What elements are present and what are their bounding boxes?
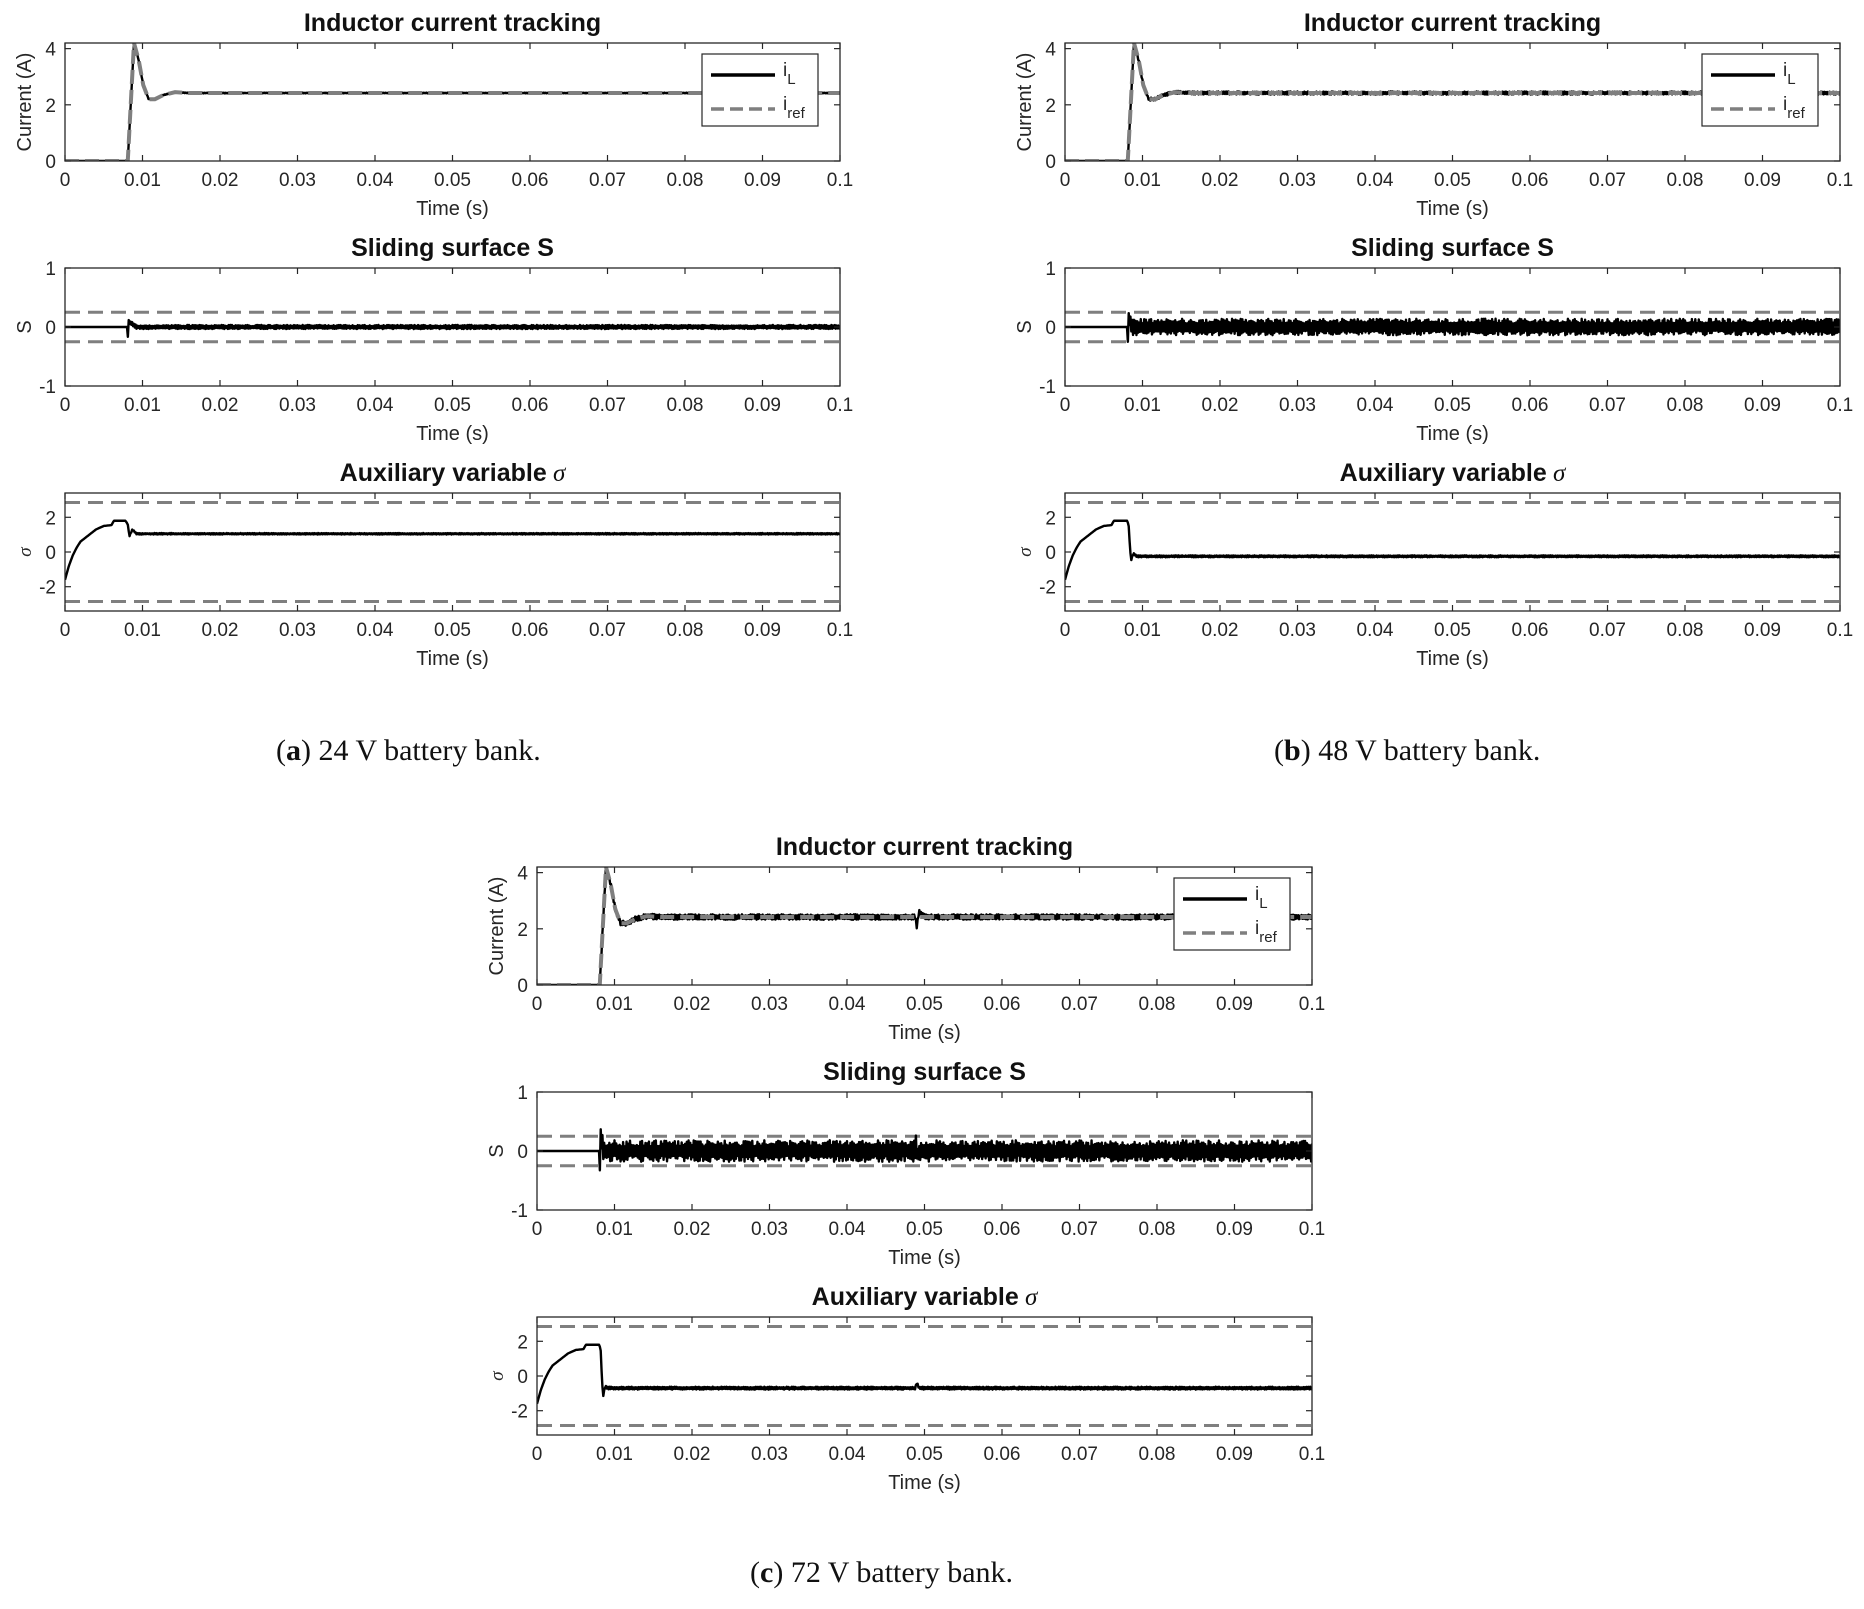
legend-label-main: i: [1783, 94, 1788, 115]
x-tick-label: 0.04: [1356, 395, 1394, 416]
chart-title: [823, 1058, 1026, 1086]
legend-label-main: i: [783, 94, 788, 115]
panel-b-current: [1014, 9, 1853, 220]
panel-b-surface: [1014, 234, 1853, 445]
chart-title-text: Sliding surface S: [823, 1058, 1026, 1086]
x-tick-label: 0.02: [673, 1444, 711, 1465]
x-tick-label: 0.07: [1589, 170, 1626, 191]
x-tick-label: 0.1: [826, 170, 854, 191]
panel-a-current: [14, 9, 853, 220]
y-tick-label: 0: [517, 976, 528, 997]
chart-title-text: Auxiliary variable: [1339, 459, 1547, 487]
x-tick-label: 0.07: [589, 395, 626, 416]
x-tick-label: 0.03: [751, 994, 788, 1015]
x-tick-label: 0.02: [673, 994, 711, 1015]
x-tick-label: 0.08: [666, 395, 704, 416]
chart-title-symbol: σ: [546, 460, 566, 487]
y-tick-label: 2: [1045, 95, 1056, 117]
chart-title-symbol: σ: [1018, 1284, 1038, 1311]
x-tick-label: 0.05: [1434, 620, 1471, 641]
x-axis-label: Time (s): [1416, 198, 1489, 220]
x-tick-label: 0.09: [1216, 1444, 1253, 1465]
caption-b-letter: b: [1284, 734, 1301, 767]
x-tick-label: 0.01: [596, 1219, 633, 1240]
x-tick-label: 0.1: [826, 395, 854, 416]
legend-label-sub: L: [787, 71, 796, 88]
x-tick-label: 0.01: [596, 1444, 633, 1465]
chart-title-symbol: σ: [1546, 460, 1566, 487]
y-axis-label: Current (A): [14, 52, 36, 152]
legend-label-main: i: [1783, 60, 1788, 81]
caption-c: (c) 72 V battery bank.: [750, 1556, 1014, 1589]
y-tick-label: 4: [45, 39, 56, 61]
caption-a: (a) 24 V battery bank.: [276, 734, 541, 767]
x-tick-label: 0.09: [1744, 620, 1781, 641]
y-tick-label: -2: [511, 1401, 528, 1423]
x-tick-label: 0.01: [1124, 170, 1161, 191]
legend-label-sub: ref: [1787, 105, 1805, 122]
x-tick-label: 0.08: [1138, 1219, 1176, 1240]
x-tick-label: 0.02: [201, 395, 239, 416]
legend-label-main: i: [1255, 918, 1260, 939]
x-tick-label: 0: [531, 1219, 543, 1240]
legend-label-sub: ref: [1259, 929, 1277, 946]
x-tick-label: 0.05: [1434, 395, 1471, 416]
chart-title-text: Auxiliary variable: [811, 1283, 1019, 1311]
x-tick-label: 0.01: [124, 620, 161, 641]
plot-area: [537, 1317, 1312, 1435]
x-tick-label: 0.1: [1826, 395, 1854, 416]
y-axis-label: S: [486, 1144, 508, 1158]
x-tick-label: 0.07: [1061, 1219, 1098, 1240]
x-tick-label: 0.09: [744, 395, 781, 416]
x-axis-label: Time (s): [888, 1022, 961, 1044]
x-tick-label: 0.03: [1279, 620, 1316, 641]
x-tick-label: 0.1: [1298, 1219, 1326, 1240]
caption-a-letter: a: [286, 734, 301, 767]
chart-title: [812, 1283, 1039, 1311]
x-tick-label: 0.05: [434, 170, 471, 191]
panel-a-sigma: [15, 459, 853, 670]
caption-c-letter: c: [760, 1556, 774, 1589]
x-axis-label: Time (s): [888, 1472, 961, 1494]
y-tick-label: 2: [517, 919, 528, 941]
x-tick-label: 0.04: [828, 1444, 866, 1465]
x-tick-label: 0.08: [666, 620, 704, 641]
y-tick-label: 2: [45, 508, 56, 530]
panel-c-current: [486, 833, 1325, 1044]
x-tick-label: 0.08: [1666, 170, 1704, 191]
x-tick-label: 0.03: [751, 1219, 788, 1240]
panel-a-surface: [14, 234, 853, 445]
x-tick-label: 0.08: [666, 170, 704, 191]
y-tick-label: 0: [1045, 318, 1056, 339]
y-axis-label: S: [14, 320, 36, 334]
x-tick-label: 0.04: [1356, 170, 1394, 191]
x-tick-label: 0.07: [1061, 1444, 1098, 1465]
y-tick-label: 0: [1045, 152, 1056, 173]
y-tick-label: 2: [517, 1332, 528, 1354]
x-tick-label: 0.06: [1511, 170, 1549, 191]
x-tick-label: 0.06: [983, 994, 1021, 1015]
x-tick-label: 0.02: [201, 620, 239, 641]
x-tick-label: 0.01: [124, 395, 161, 416]
chart-title: [340, 459, 567, 487]
x-tick-label: 0: [1059, 395, 1071, 416]
x-tick-label: 0.01: [1124, 395, 1161, 416]
chart-title: [304, 9, 601, 37]
panel-b-sigma: [1015, 459, 1853, 670]
legend: [702, 54, 818, 126]
caption-b: (b) 48 V battery bank.: [1274, 734, 1541, 767]
y-tick-label: 0: [517, 1367, 528, 1388]
x-tick-label: 0: [531, 1444, 543, 1465]
x-tick-label: 0.05: [1434, 170, 1471, 191]
x-axis-label: Time (s): [416, 648, 489, 670]
chart-title: [1340, 459, 1567, 487]
y-tick-label: -2: [39, 577, 56, 599]
y-tick-label: 0: [517, 1142, 528, 1163]
x-tick-label: 0.07: [1589, 395, 1626, 416]
legend: [1702, 54, 1818, 126]
x-tick-label: 0.02: [201, 170, 239, 191]
chart-title: [1351, 234, 1554, 262]
x-tick-label: 0.07: [1589, 620, 1626, 641]
y-tick-label: 2: [45, 95, 56, 117]
y-tick-label: 1: [1045, 259, 1056, 280]
y-axis-label: Current (A): [1014, 52, 1036, 152]
y-tick-label: 2: [1045, 508, 1056, 530]
caption-c-text: 72 V battery bank.: [783, 1556, 1014, 1589]
x-tick-label: 0.03: [279, 395, 316, 416]
chart-title-text: Inductor current tracking: [775, 833, 1074, 861]
x-tick-label: 0.06: [983, 1444, 1021, 1465]
x-tick-label: 0.03: [1279, 170, 1316, 191]
x-tick-label: 0.08: [1666, 620, 1704, 641]
x-tick-label: 0.09: [1744, 170, 1781, 191]
caption-a-text: 24 V battery bank.: [311, 734, 541, 767]
y-axis-label: σ: [487, 1371, 508, 1381]
legend-label-sub: L: [1259, 895, 1268, 912]
y-axis-label: σ: [15, 547, 36, 557]
x-tick-label: 0.1: [826, 620, 854, 641]
x-tick-label: 0.08: [1138, 1444, 1176, 1465]
y-tick-label: -1: [39, 377, 56, 398]
x-tick-label: 0.09: [1216, 1219, 1253, 1240]
x-axis-label: Time (s): [1416, 648, 1489, 670]
x-tick-label: 0.08: [1138, 994, 1176, 1015]
x-tick-label: 0.01: [596, 994, 633, 1015]
x-axis-label: Time (s): [416, 423, 489, 445]
chart-title-text: Auxiliary variable: [339, 459, 547, 487]
legend-label-main: i: [783, 60, 788, 81]
y-tick-label: -1: [511, 1201, 528, 1222]
chart-title: [1304, 9, 1601, 37]
x-tick-label: 0.02: [673, 1219, 711, 1240]
chart-title-text: Sliding surface S: [1351, 234, 1554, 262]
y-tick-label: 4: [1045, 39, 1056, 61]
y-tick-label: -1: [1039, 377, 1056, 398]
x-tick-label: 0.03: [751, 1444, 788, 1465]
legend-label-sub: ref: [787, 105, 805, 122]
x-tick-label: 0: [1059, 170, 1071, 191]
x-tick-label: 0.05: [434, 395, 471, 416]
y-tick-label: 0: [45, 318, 56, 339]
plot-area: [1065, 493, 1840, 611]
x-tick-label: 0.07: [589, 620, 626, 641]
x-tick-label: 0.04: [356, 395, 394, 416]
chart-title: [351, 234, 554, 262]
x-tick-label: 0.02: [1201, 170, 1239, 191]
x-tick-label: 0.04: [828, 994, 866, 1015]
x-tick-label: 0.08: [1666, 395, 1704, 416]
x-tick-label: 0.06: [511, 395, 549, 416]
y-tick-label: 4: [517, 863, 528, 885]
x-tick-label: 0.01: [124, 170, 161, 191]
plot-area: [65, 493, 840, 611]
y-tick-label: -2: [1039, 577, 1056, 599]
x-tick-label: 0: [531, 994, 543, 1015]
x-tick-label: 0: [59, 620, 71, 641]
x-tick-label: 0.05: [906, 1444, 943, 1465]
x-tick-label: 0.07: [1061, 994, 1098, 1015]
x-tick-label: 0.05: [434, 620, 471, 641]
y-tick-label: 0: [45, 543, 56, 564]
x-tick-label: 0.1: [1298, 1444, 1326, 1465]
x-tick-label: 0.02: [1201, 395, 1239, 416]
x-tick-label: 0.09: [1744, 395, 1781, 416]
x-tick-label: 0.09: [1216, 994, 1253, 1015]
x-tick-label: 0.09: [744, 620, 781, 641]
caption-b-text: 48 V battery bank.: [1310, 734, 1541, 767]
x-tick-label: 0.1: [1826, 170, 1854, 191]
x-tick-label: 0.03: [279, 170, 316, 191]
panel-c-surface: [486, 1058, 1325, 1269]
y-tick-label: 0: [45, 152, 56, 173]
x-tick-label: 0.04: [828, 1219, 866, 1240]
x-tick-label: 0.04: [356, 620, 394, 641]
x-tick-label: 0.06: [511, 620, 549, 641]
panel-c-sigma: [487, 1283, 1325, 1494]
x-axis-label: Time (s): [416, 198, 489, 220]
x-tick-label: 0.04: [356, 170, 394, 191]
x-tick-label: 0.05: [906, 1219, 943, 1240]
legend-label-sub: L: [1787, 71, 1796, 88]
x-tick-label: 0.06: [511, 170, 549, 191]
x-tick-label: 0.1: [1298, 994, 1326, 1015]
x-tick-label: 0: [1059, 620, 1071, 641]
chart-title-text: Sliding surface S: [351, 234, 554, 262]
x-tick-label: 0.03: [279, 620, 316, 641]
x-tick-label: 0: [59, 395, 71, 416]
chart-title-text: Inductor current tracking: [1303, 9, 1602, 37]
y-axis-label: Current (A): [486, 876, 508, 976]
x-axis-label: Time (s): [1416, 423, 1489, 445]
y-tick-label: 0: [1045, 543, 1056, 564]
x-tick-label: 0.06: [1511, 395, 1549, 416]
x-tick-label: 0.05: [906, 994, 943, 1015]
y-axis-label: S: [1014, 320, 1036, 334]
chart-title: [776, 833, 1073, 861]
x-tick-label: 0.1: [1826, 620, 1854, 641]
y-tick-label: 1: [45, 259, 56, 280]
x-tick-label: 0.07: [589, 170, 626, 191]
x-axis-label: Time (s): [888, 1247, 961, 1269]
x-tick-label: 0.06: [983, 1219, 1021, 1240]
y-axis-label: σ: [1015, 547, 1036, 557]
chart-title-text: Inductor current tracking: [303, 9, 602, 37]
x-tick-label: 0.01: [1124, 620, 1161, 641]
x-tick-label: 0.04: [1356, 620, 1394, 641]
x-tick-label: 0.09: [744, 170, 781, 191]
legend-label-main: i: [1255, 884, 1260, 905]
x-tick-label: 0.03: [1279, 395, 1316, 416]
x-tick-label: 0: [59, 170, 71, 191]
legend: [1174, 878, 1290, 950]
y-tick-label: 1: [517, 1083, 528, 1104]
x-tick-label: 0.02: [1201, 620, 1239, 641]
x-tick-label: 0.06: [1511, 620, 1549, 641]
